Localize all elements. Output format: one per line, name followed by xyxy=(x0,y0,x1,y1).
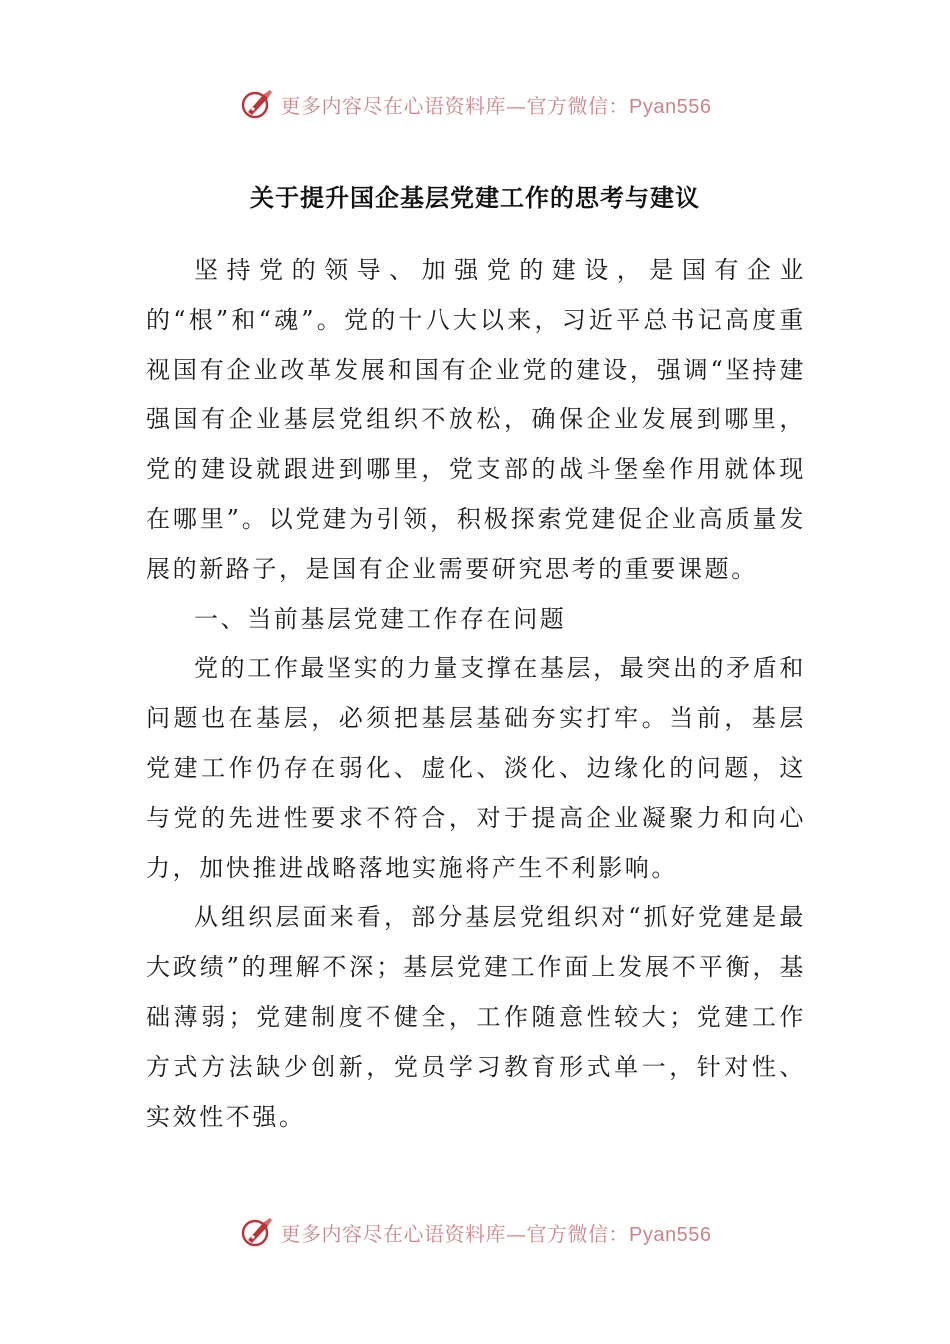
paragraph-section-1-b: 从组织层面来看，部分基层党组织对“抓好党建是最大政绩”的理解不深；基层党建工作面上发展不平衡，基础薄弱；党建制度不健全，工作随意性较大；党建工作方式方法缺少创新，党员学习教育形式单一，针对性、实效性不强。 xyxy=(146,903,806,1131)
watermark-text: 更多内容尽在心语资料库—官方微信：Pyan556 xyxy=(280,93,712,118)
pen-nib-logo-icon xyxy=(239,1214,275,1250)
pen-nib-logo-icon xyxy=(239,86,275,122)
footer-watermark xyxy=(0,1212,950,1252)
header-watermark xyxy=(0,84,950,124)
section-heading-1: 一、当前基层党建工作存在问题 xyxy=(194,604,567,633)
paragraph-intro: 坚持党的领导、加强党的建设，是国有企业的“根”和“魂”。党的十八大以来，习近平总书记高度重视国有企业改革发展和国有企业党的建设，强调“坚持建强国有企业基层党组织不放松，确保企业发展到哪里，党的建设就跟进到哪里，党支部的战斗堡垒作用就体现在哪里”。以党建为引领，积极探索党建促企业高质量发展的新路子，是国有企业需要研究思考的重要课题。 xyxy=(146,256,806,583)
document-body xyxy=(146,246,806,1142)
document-title: 关于提升国企基层党建工作的思考与建议 xyxy=(250,184,700,212)
paragraph-section-1-a: 党的工作最坚实的力量支撑在基层，最突出的矛盾和问题也在基层，必须把基层基础夯实打牢。当前，基层党建工作仍存在弱化、虚化、淡化、边缘化的问题，这与党的先进性要求不符合，对于提高企业凝聚力和向心力，加快推进战略落地实施将产生不利影响。 xyxy=(146,654,806,882)
watermark-text: 更多内容尽在心语资料库—官方微信：Pyan556 xyxy=(280,1221,712,1246)
